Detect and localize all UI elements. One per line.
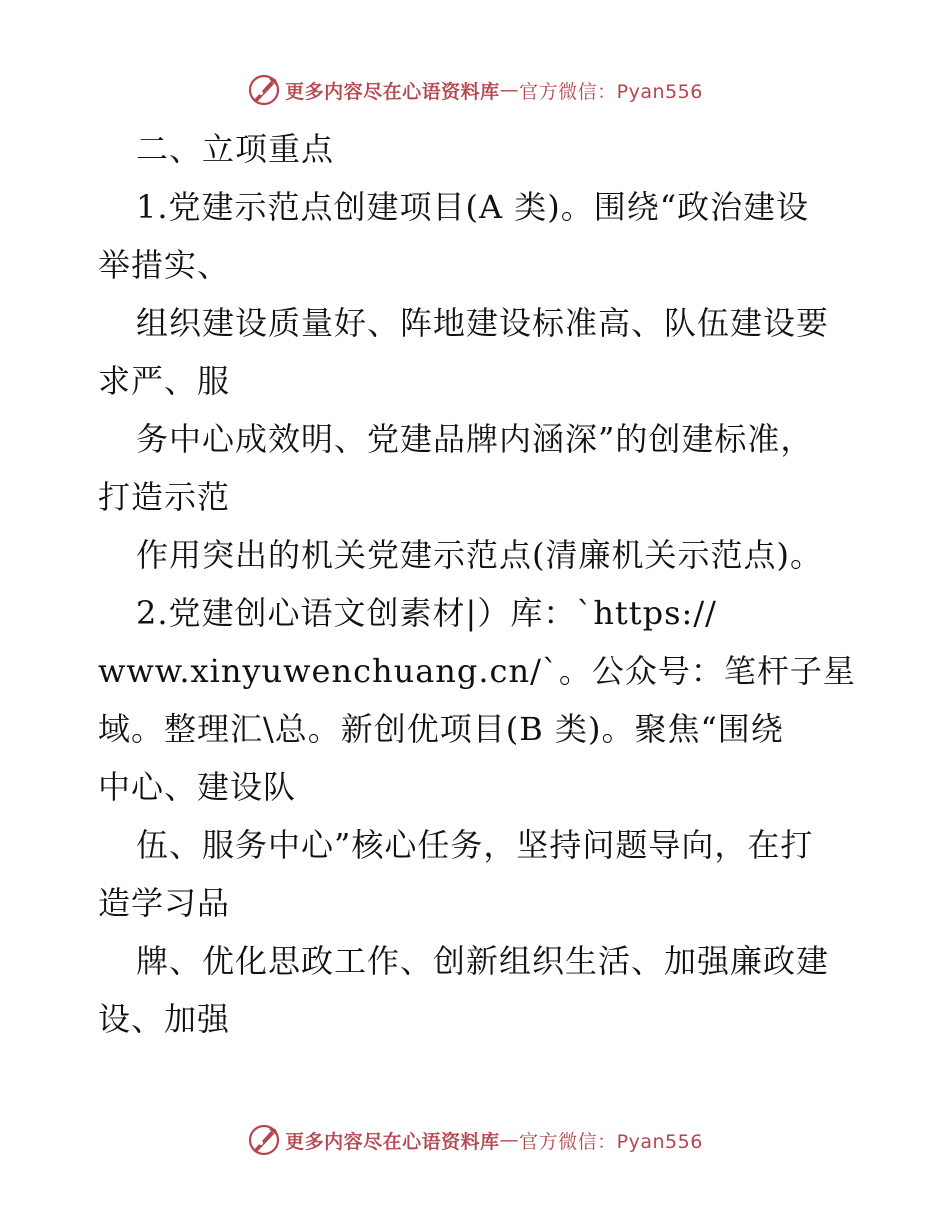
watermark-wechat-text: 官方微信：Pyan556 bbox=[519, 80, 703, 103]
paragraph-line: 务中心成效明、党建品牌内涵深”的创建标准， bbox=[136, 420, 814, 458]
watermark-main-text: 更多内容尽在心语资料库 bbox=[285, 80, 500, 103]
watermark-separator: — bbox=[499, 79, 520, 101]
paragraph-line: 1.党建示范点创建项目(A 类)。围绕“政治建设 bbox=[136, 188, 810, 226]
header-watermark bbox=[0, 70, 950, 110]
paragraph-line: 设、加强 bbox=[98, 1000, 231, 1038]
paragraph-line: 造学习品 bbox=[98, 884, 231, 922]
footer-watermark bbox=[0, 1120, 950, 1160]
section-heading: 二、立项重点 bbox=[136, 130, 335, 168]
document-body bbox=[98, 120, 858, 1048]
paragraph-line: 域。整理汇\总。新创优项目(B 类)。聚焦“围绕 bbox=[98, 710, 784, 748]
paragraph-line: 组织建设质量好、阵地建设标准高、队伍建设要 bbox=[136, 304, 830, 342]
watermark-wechat-text: 官方微信：Pyan556 bbox=[519, 1130, 703, 1153]
watermark-separator: — bbox=[499, 1129, 520, 1151]
paragraph-line: 伍、服务中心”核心任务，坚持问题导向，在打 bbox=[136, 826, 814, 864]
paragraph-line: 打造示范 bbox=[98, 478, 231, 516]
watermark-main-text: 更多内容尽在心语资料库 bbox=[285, 1130, 500, 1153]
paragraph-line: 求严、服 bbox=[98, 362, 231, 400]
paragraph-line: 举措实、 bbox=[98, 246, 231, 284]
url-line: www.xinyuwenchuang.cn/`。公众号：笔杆子星 bbox=[98, 652, 856, 690]
paragraph-line: 作用突出的机关党建示范点(清廉机关示范点)。 bbox=[136, 536, 823, 574]
paragraph-line: 中心、建设队 bbox=[98, 768, 297, 806]
paragraph-line: 2.党建创心语文创素材|）库：`https:// bbox=[136, 594, 717, 632]
quill-pen-logo-icon bbox=[247, 1123, 281, 1157]
quill-pen-logo-icon bbox=[247, 73, 281, 107]
paragraph-line: 牌、优化思政工作、创新组织生活、加强廉政建 bbox=[136, 942, 830, 980]
